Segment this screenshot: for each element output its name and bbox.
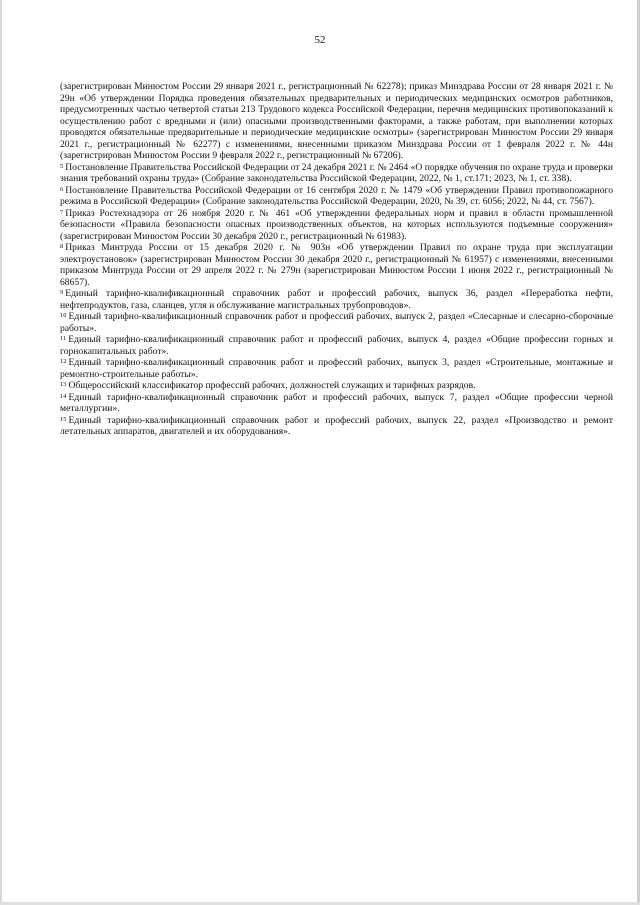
footnote-continuation <box>60 81 613 162</box>
footnote-marker: 7 <box>60 208 64 216</box>
footnote-text: Единый тарифно-квалификационный справочник работ и профессий рабочих, выпуск 36, раздел «Переработка нефти, нефтепродуктов, газа, сланцев, угля и обслуживание магистральных трубопроводов». <box>60 288 613 311</box>
footnote-marker: 13 <box>60 381 67 388</box>
footnote-text: Единый тарифно-квалификационный справочник работ и профессий рабочих, выпуск 4, раздел «Общие профессии горных и горнокапитальных работ». <box>60 334 613 357</box>
footnote-7 <box>60 208 613 243</box>
footnote-10 <box>60 311 613 334</box>
footnote-marker: 9 <box>60 289 64 296</box>
footnote-11 <box>60 334 613 357</box>
footnote-13 <box>60 380 613 392</box>
footnote-8 <box>60 242 613 288</box>
footnote-text: Постановление Правительства Российской Федерации от 16 сентября 2020 г. № 1479 «Об утверждении Правил противопожарного режима в Российской Федерации» (Собрание законодательства Российской Федерации, 2020, № 39, ст. 6056; 2022, № 44, ст. 7567). <box>60 184 613 207</box>
footnote-9 <box>60 288 613 311</box>
footnote-marker: 8 <box>60 243 64 250</box>
footnotes-list <box>60 81 613 438</box>
footnote-text: Общероссийский классификатор профессий рабочих, должностей служащих и тарифных разрядов. <box>68 380 476 391</box>
footnote-5 <box>60 162 613 185</box>
footnote-14 <box>60 392 613 415</box>
footnote-text: Постановление Правительства Российской Федерации от 24 декабря 2021 г. № 2464 «О порядке обучения по охране труда и проверки знания требований охраны труда» (Собрание законодательства Российской Федерации, 2022, № 1, ст.171; 2023, № 1, ст. 338). <box>60 161 613 184</box>
footnote-text: Единый тарифно-квалификационный справочник работ и профессий рабочих, выпуск 2, раздел «Слесарные и слесарно-сборочные работы». <box>60 311 613 334</box>
page-number: 52 <box>314 34 326 46</box>
footnote-marker: 5 <box>60 162 64 170</box>
footnote-marker: 10 <box>60 312 67 319</box>
footnote-marker: 14 <box>60 392 67 400</box>
footnote-marker: 6 <box>60 185 64 193</box>
footnote-text: Единый тарифно-квалификационный справочник работ и профессий рабочих, выпуск 7, раздел «Общие профессии черной металлургии». <box>60 391 613 414</box>
footnote-text: Приказ Минтруда России от 15 декабря 2020 г. № 903н «Об утверждении Правил по охране труда при эксплуатации электроустановок» (зарегистрирован Минюстом России 30 декабря 2020 г., регистрационный № 61957) с изменениями, внесенными приказом Минтруда России от 29 апреля 2022 г. № 279н (зарегистрирован Минюстом России 1 июня 2022 г., регистрационный № 68657). <box>60 242 613 288</box>
footnote-text: Приказ Ростехнадзора от 26 ноября 2020 г. № 461 «Об утверждении федеральных норм и правил в области промышленной безопасности «Правила безопасности опасных производственных объектов, на которых используются подъемные сооружения» (зарегистрирован Минюстом России 30 декабря 2020 г., регистрационный № 61983). <box>60 207 613 242</box>
footnote-marker: 12 <box>60 358 67 365</box>
scan-edge-left <box>0 0 2 905</box>
footnote-text: Единый тарифно-квалификационный справочник работ и профессий рабочих, выпуск 3, раздел «Строительные, монтажные и ремонтно-строительные работы». <box>60 357 613 380</box>
footnote-6 <box>60 185 613 208</box>
footnote-text: (зарегистрирован Минюстом России 29 января 2021 г., регистрационный № 62278); приказ Минздрава России от 28 января 2021 г. № 29н «Об утверждении Порядка проведения обязательных предварительных и периодических медицинских осмотров работников, предусмотренных частью четвертой статьи 213 Трудового кодекса Российской Федерации, перечня медицинских противопоказаний к осуществлению работ с вредными и (или) опасными производственными факторами, а также работам, при выполнении которых проводятся обязательные предварительные и периодические медицинские осмотры» (зарегистрирован Минюстом России 29 января 2021 г., регистрационный № 62277) с изменениями, внесенными приказом Минздрава России от 1 февраля 2022 г. № 44н (зарегистрирован Минюстом России 9 февраля 2022 г., регистрационный № 67206). <box>60 81 613 161</box>
footnote-marker: 15 <box>60 415 67 423</box>
footnote-text: Единый тарифно-квалификационный справочник работ и профессий рабочих, выпуск 22, раздел «Производство и ремонт летательных аппаратов, двигателей и их оборудования». <box>60 414 613 437</box>
footnote-12 <box>60 357 613 380</box>
footnote-marker: 11 <box>60 335 67 342</box>
footnote-15 <box>60 415 613 438</box>
